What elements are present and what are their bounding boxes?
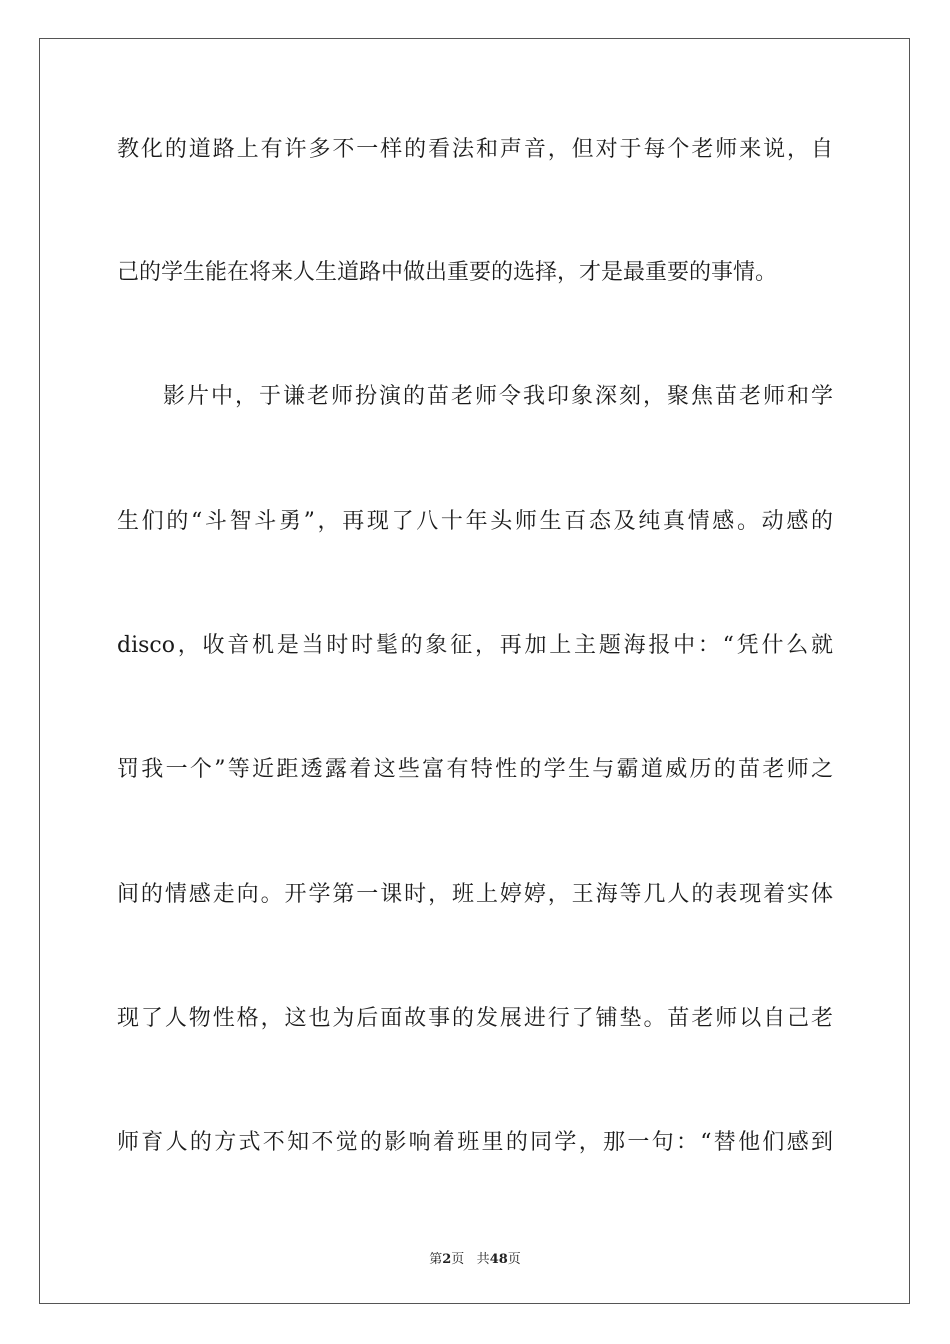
- text-line: 现了人物性格，这也为后面故事的发展进行了铺垫。苗老师以自己老: [117, 1006, 833, 1031]
- page-suffix: 页: [451, 1252, 465, 1267]
- page-number: 2: [442, 1252, 452, 1267]
- text-line: 己的学生能在将来人生道路中做出重要的选择，才是最重要的事情。: [117, 260, 778, 285]
- text-line: 师育人的方式不知不觉的影响着班里的同学，那一句：“替他们感到: [117, 1130, 833, 1155]
- text-line: 罚我一个”等近距透露着这些富有特性的学生与霸道威历的苗老师之: [117, 757, 833, 782]
- total-prefix: 共: [476, 1252, 490, 1267]
- text-line: 生们的“斗智斗勇”，再现了八十年头师生百态及纯真情感。动感的: [117, 509, 833, 534]
- text-line: 教化的道路上有许多不一样的看法和声音，但对于每个老师来说，自: [117, 137, 833, 162]
- text-line: disco，收音机是当时时髦的象征，再加上主题海报中：“凭什么就: [117, 633, 833, 658]
- total-suffix: 页: [507, 1252, 521, 1267]
- text-line: 间的情感走向。开学第一课时，班上婷婷，王海等几人的表现着实体: [117, 882, 833, 907]
- page-border: [39, 38, 910, 1304]
- paragraph-start-line: 影片中，于谦老师扮演的苗老师令我印象深刻，聚焦苗老师和学: [163, 384, 833, 409]
- page-prefix: 第: [429, 1252, 443, 1267]
- total-pages: 48: [489, 1252, 508, 1267]
- page-footer: [0, 1248, 950, 1267]
